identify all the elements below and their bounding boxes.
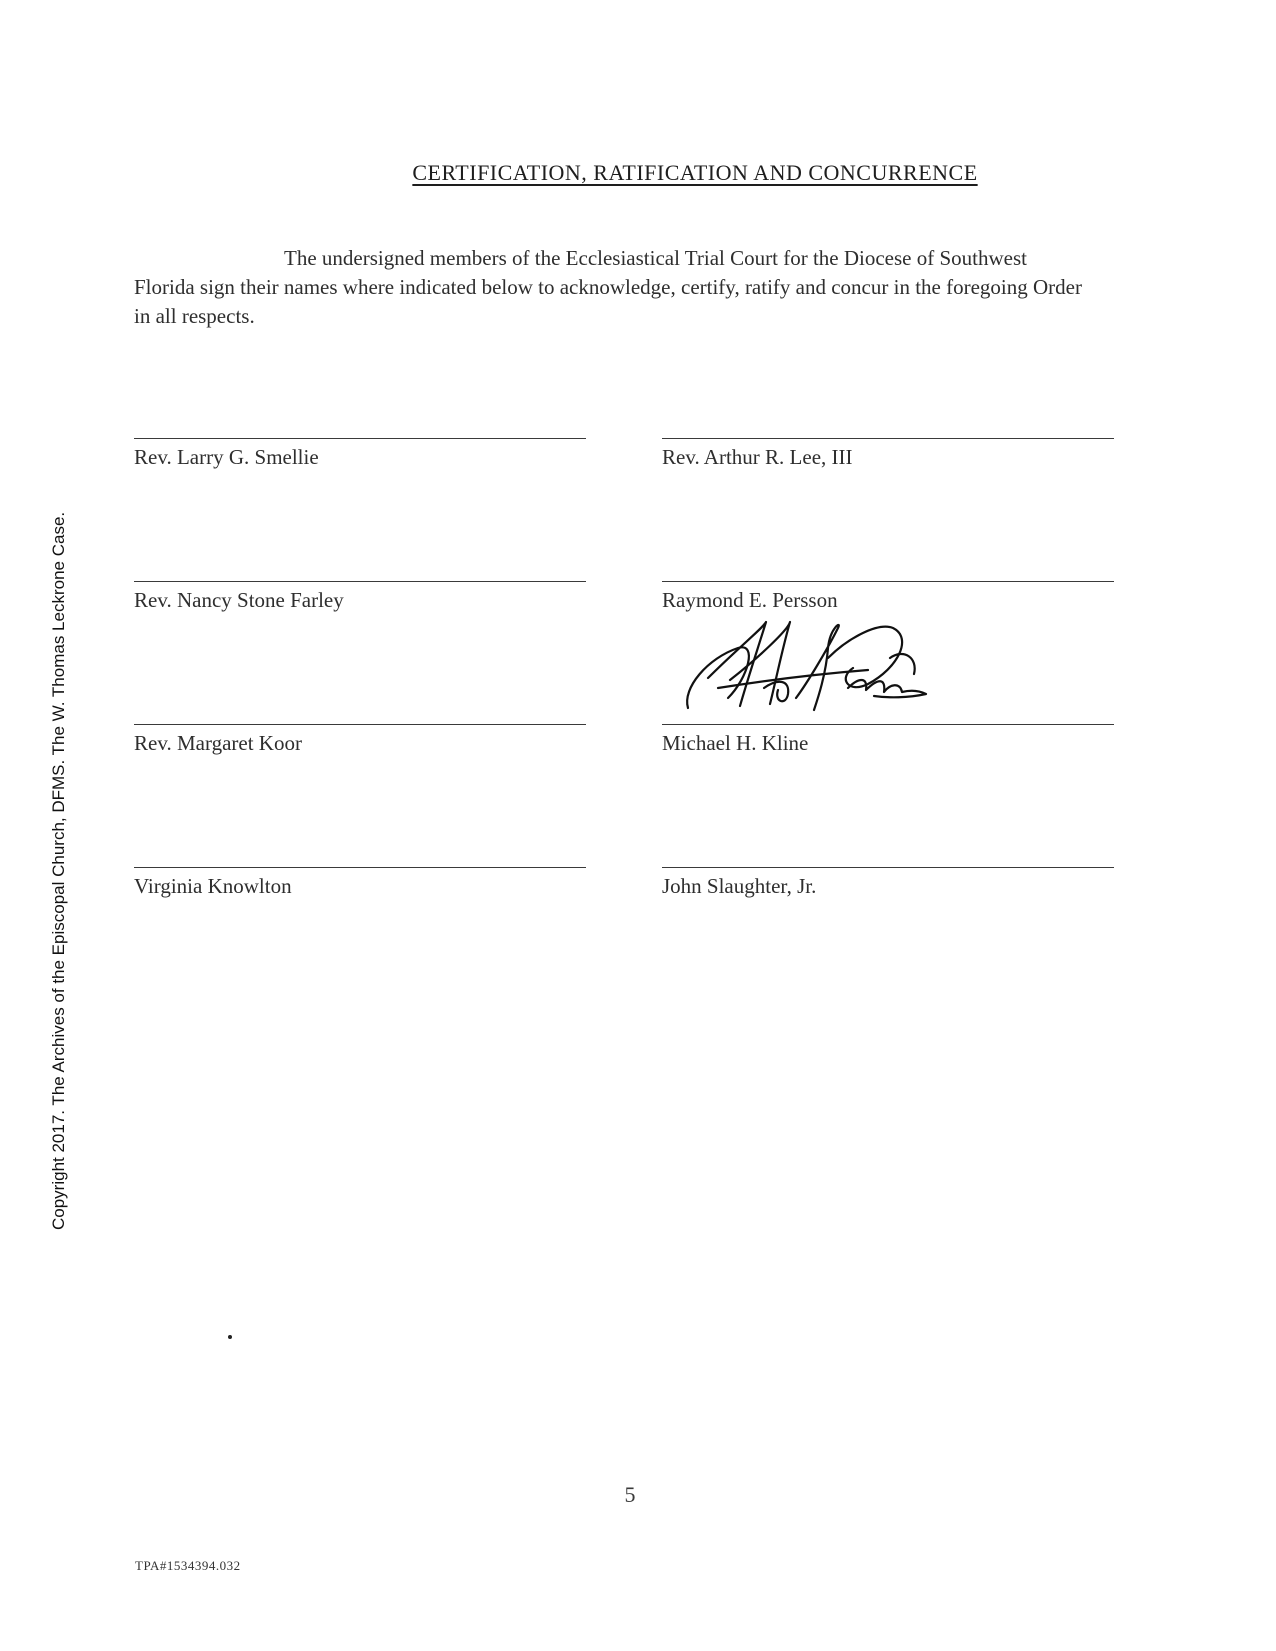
handwritten-signature [678,618,938,718]
signatory-name: John Slaughter, Jr. [662,874,817,898]
scan-speck [228,1335,232,1339]
signature-block-right-4 [662,867,1114,899]
signature-block-right-3 [662,724,1114,756]
signatory-name: Rev. Arthur R. Lee, III [662,445,853,469]
signature-line [662,438,1114,439]
signature-line [662,724,1114,725]
signature-line [134,724,586,725]
signature-block-right-2 [662,581,1114,613]
signature-block-left-2 [134,581,586,613]
signature-block-left-1 [134,438,586,470]
page-number: 5 [624,1482,636,1507]
signature-block-left-3 [134,724,586,756]
signature-line [662,581,1114,582]
signature-block-left-4 [134,867,586,899]
signatory-name: Virginia Knowlton [134,874,292,898]
signatory-name: Michael H. Kline [662,731,809,755]
signature-line [134,581,586,582]
intro-paragraph: The undersigned members of the Ecclesiastical Trial Court for the Diocese of Southwest Florida sign their names where indicated below to acknowledge, certify, ratify and concur in the foregoing Order in all respects. [134,246,1082,328]
copyright-watermark: Copyright 2017. The Archives of the Episcopal Church, DFMS. The W. Thomas Leckrone Case. [49,511,68,1230]
signatory-name: Rev. Nancy Stone Farley [134,588,344,612]
signature-line [662,867,1114,868]
signatory-name: Rev. Margaret Koor [134,731,302,755]
page-title: CERTIFICATION, RATIFICATION AND CONCURRENCE [412,160,978,185]
signatory-name: Raymond E. Persson [662,588,838,612]
signature-block-right-1 [662,438,1114,470]
signature-line [134,867,586,868]
document-id: TPA#1534394.032 [135,1558,241,1573]
signature-line [134,438,586,439]
signatory-name: Rev. Larry G. Smellie [134,445,319,469]
